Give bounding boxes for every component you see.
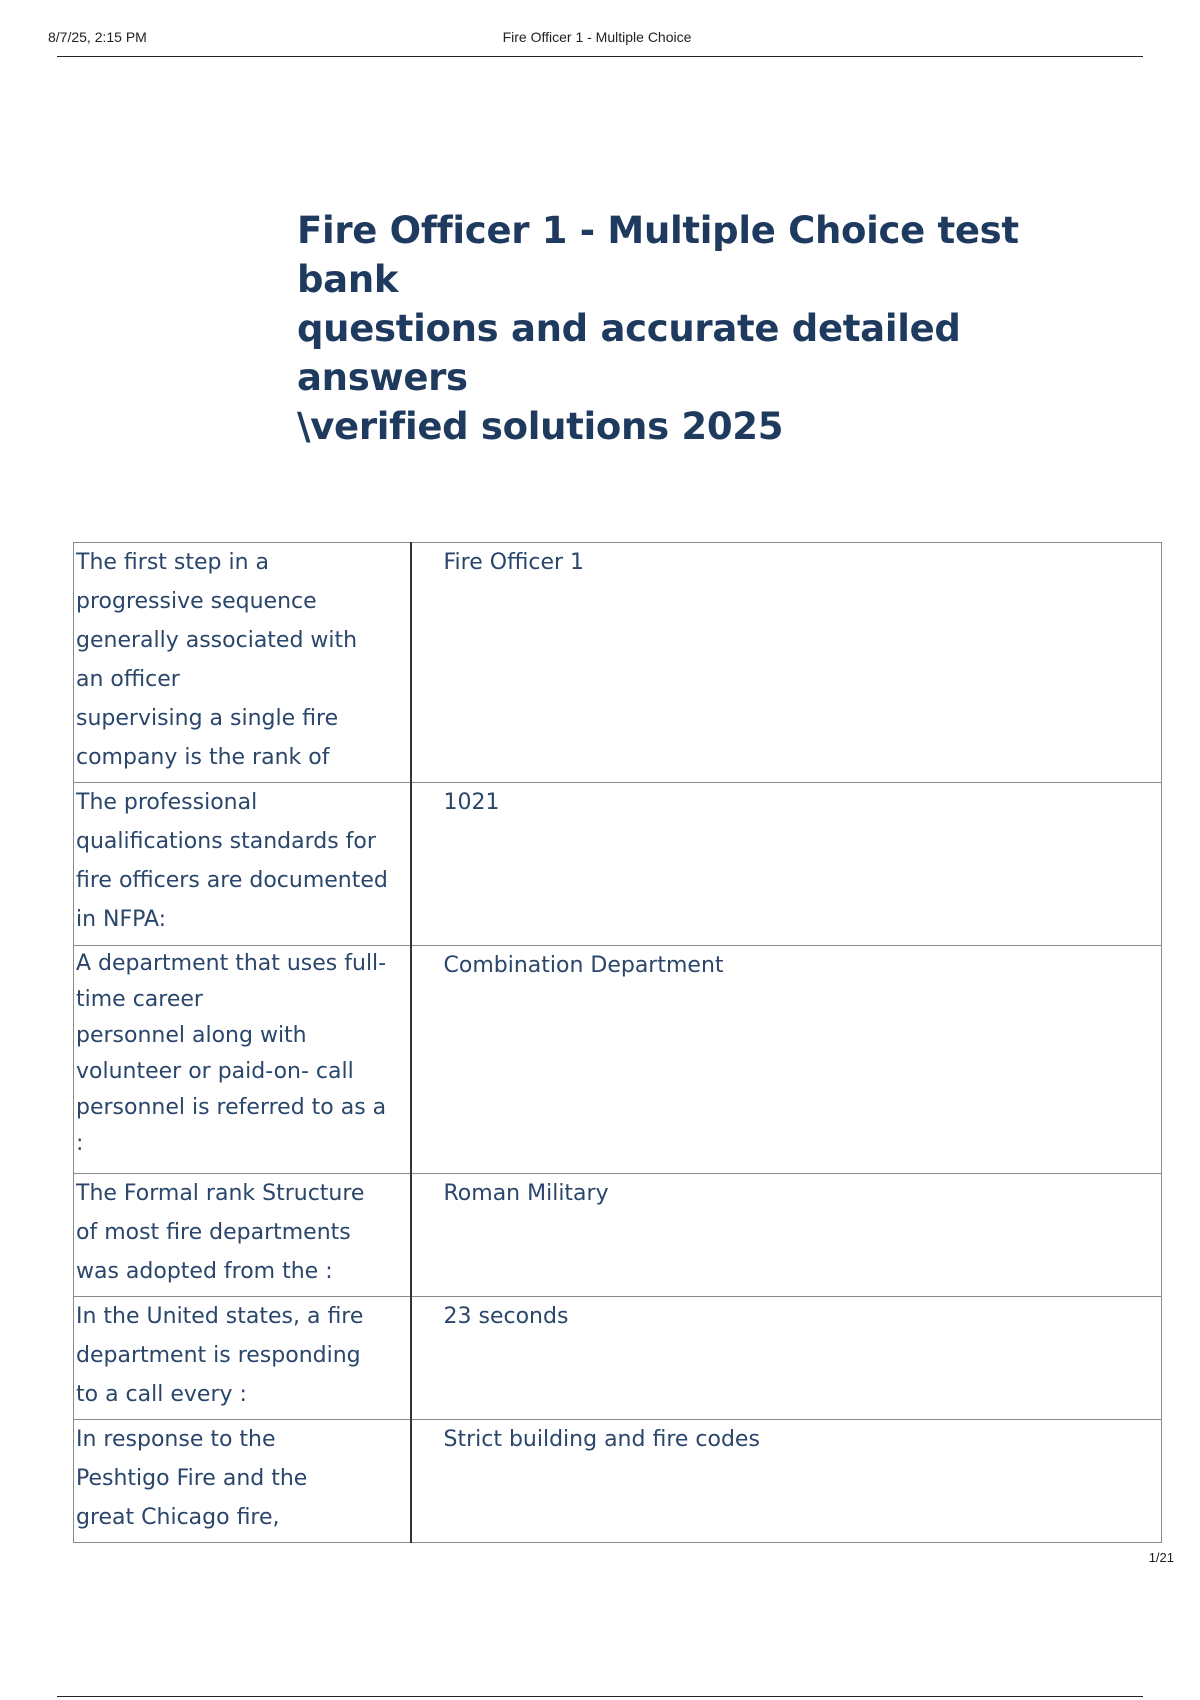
table-row — [74, 946, 1162, 1174]
answer-text: Strict building and fire codes — [443, 1427, 760, 1452]
question-text: The first step in a progressive sequence generally associated with an officer supervising a single fire company is the rank of — [76, 550, 358, 770]
question-cell — [74, 1297, 411, 1420]
question-cell — [74, 946, 411, 1174]
page-number: 1/21 — [1148, 1550, 1174, 1565]
print-header — [48, 29, 1146, 49]
answer-text: 1021 — [443, 790, 500, 815]
question-text: A department that uses full- time career personnel along with volunteer or paid-on- call personnel is referred to as a : — [76, 951, 387, 1156]
table-row — [74, 543, 1162, 783]
table-row — [74, 1174, 1162, 1297]
answer-text: Roman Military — [443, 1181, 609, 1206]
answer-cell — [411, 783, 1162, 946]
question-text: In response to the Peshtigo Fire and the great Chicago fire, — [76, 1427, 308, 1530]
header-rule — [57, 56, 1143, 57]
print-document-name: Fire Officer 1 - Multiple Choice — [502, 29, 692, 45]
table-row — [74, 1420, 1162, 1543]
table-row — [74, 783, 1162, 946]
answer-cell — [411, 1174, 1162, 1297]
answer-cell — [411, 543, 1162, 783]
question-text: The professional qualifications standards for fire officers are documented in NFPA: — [76, 790, 388, 932]
print-datetime: 8/7/25, 2:15 PM — [48, 29, 147, 45]
question-cell — [74, 1420, 411, 1543]
question-text: In the United states, a fire department is responding to a call every : — [76, 1304, 364, 1407]
question-cell — [74, 783, 411, 946]
answer-cell — [411, 1420, 1162, 1543]
document-title: Fire Officer 1 - Multiple Choice test bank questions and accurate detailed answers \verified solutions 2025 — [297, 209, 1019, 448]
question-text: The Formal rank Structure of most fire departments was adopted from the : — [76, 1181, 365, 1284]
footer-rule — [57, 1696, 1143, 1697]
answer-text: 23 seconds — [443, 1304, 569, 1329]
question-cell — [74, 1174, 411, 1297]
answer-cell — [411, 1297, 1162, 1420]
answer-cell — [411, 946, 1162, 1174]
table-row — [74, 1297, 1162, 1420]
question-cell — [74, 543, 411, 783]
qa-table — [73, 542, 1162, 1543]
answer-text: Combination Department — [443, 953, 724, 978]
answer-text: Fire Officer 1 — [443, 550, 585, 575]
